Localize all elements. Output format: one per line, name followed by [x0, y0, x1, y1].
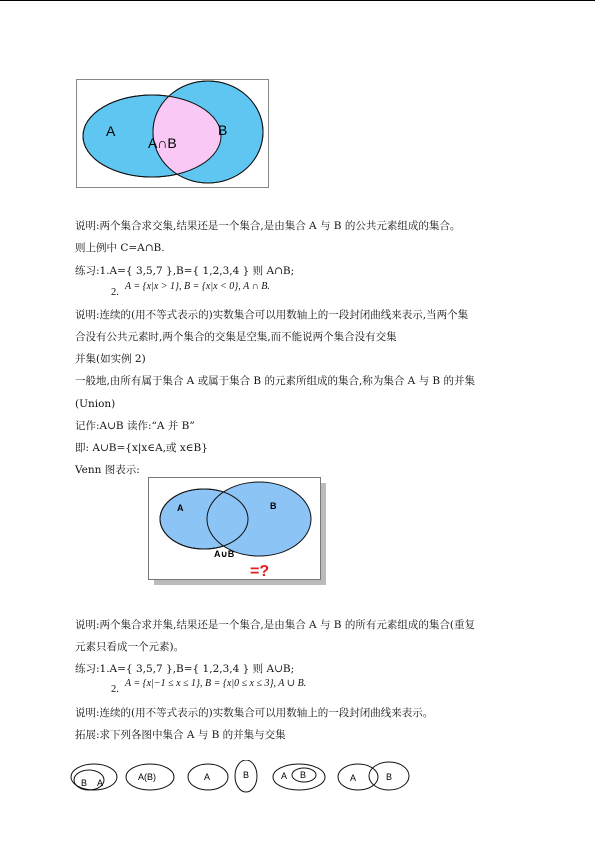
- text-line-15: 练习:1.A={ 3,5,7 },B={ 1,2,3,4 } 则 A∪B;: [75, 663, 295, 675]
- example-2-label: A(B): [138, 772, 156, 782]
- text-line-13: 说明:两个集合求并集,结果还是一个集合,是由集合 A 与 B 的所有元素组成的集合(重复: [75, 619, 475, 631]
- text-line-3: 练习:1.A={ 3,5,7 },B={ 1,2,3,4 } 则 A∩B;: [75, 265, 295, 277]
- set-b-label: B: [270, 501, 277, 511]
- exercise-2-number: 2.: [111, 287, 119, 298]
- example-5-diagram: [338, 762, 409, 790]
- example-4-diagram: [273, 764, 325, 790]
- exercise-2-number-union: 2.: [111, 684, 119, 695]
- example-3-label-a: A: [204, 772, 211, 782]
- example-1-label-a: A: [97, 778, 104, 788]
- example-4-label-a: A: [281, 771, 288, 781]
- text-line-2: 则上例中 C=A∩B.: [75, 242, 165, 254]
- text-line-14: 元素只看成一个元素)。: [75, 641, 185, 653]
- union-venn-diagram: [148, 477, 328, 587]
- intersection-label: A∩B: [148, 135, 177, 151]
- example-diagrams-row: [68, 760, 418, 796]
- text-line-12: Venn 图表示:: [75, 464, 140, 476]
- text-line-8: 一般地,由所有属于集合 A 或属于集合 B 的元素所组成的集合,称为集合 A 与 B 的并集: [75, 375, 475, 387]
- example-2-diagram: [126, 764, 174, 790]
- union-label: A∪B: [214, 549, 235, 559]
- text-line-11: 即: A∪B={x|x∈A,或 x∈B}: [75, 442, 208, 454]
- set-b-label: B: [218, 122, 228, 138]
- set-b-ellipse: [207, 482, 311, 556]
- text-line-9: (Union): [75, 398, 116, 410]
- page-top-rule: [0, 0, 595, 1]
- intersection-venn-diagram: [76, 79, 270, 189]
- text-line-17: 说明:连续的(用不等式表示的)实数集合可以用数轴上的一段封闭曲线来表示。: [75, 707, 434, 719]
- example-3-label-b: B: [243, 770, 250, 780]
- set-a-label: A: [177, 503, 184, 513]
- text-line-7: 并集(如实例 2): [75, 353, 146, 365]
- example-1-diagram: [71, 764, 117, 790]
- text-line-10: 记作:A∪B 读作:“A 并 B”: [75, 420, 195, 432]
- example-5-label-a: A: [350, 773, 357, 783]
- text-line-18: 拓展:求下列各图中集合 A 与 B 的并集与交集: [75, 729, 286, 741]
- set-a-label: A: [106, 123, 116, 139]
- example-1-label-b: B: [81, 778, 88, 788]
- exercise-2-formula: A = {x|x > 1}, B = {x|x < 0}, A ∩ B.: [125, 281, 270, 292]
- question-mark-label: =?: [250, 563, 270, 580]
- exercise-2-formula-union: A = {x|−1 ≤ x ≤ 1}, B = {x|0 ≤ x ≤ 3}, A ∪ B.: [125, 678, 307, 689]
- example-3-diagram: [188, 760, 257, 792]
- text-line-6: 合没有公共元素时,两个集合的交集是空集,而不能说两个集合没有交集: [75, 331, 397, 343]
- text-line-1: 说明:两个集合求交集,结果还是一个集合,是由集合 A 与 B 的公共元素组成的集合。: [75, 220, 461, 232]
- example-5-label-b: B: [386, 772, 393, 782]
- example-4-label-b: B: [300, 770, 307, 780]
- text-line-5: 说明:连续的(用不等式表示的)实数集合可以用数轴上的一段封闭曲线来表示,当两个集: [75, 309, 469, 321]
